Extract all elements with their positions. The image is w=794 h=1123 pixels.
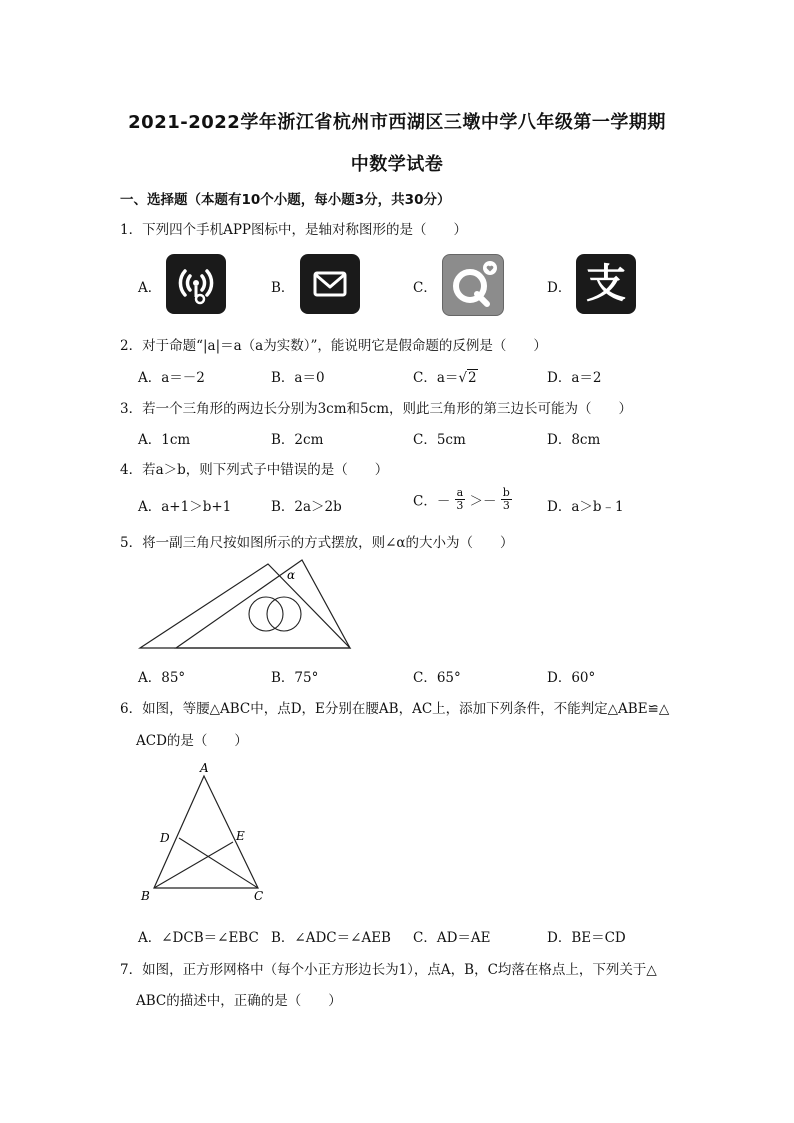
point-d-label: D: [160, 831, 170, 845]
q3-option-b: B．2cm: [271, 432, 324, 448]
alipay-glyph: 支: [586, 261, 626, 307]
q1-option-a-label: A．: [138, 280, 162, 296]
question-7-stem-line2: ABC的描述中，正确的是（ ）: [136, 993, 342, 1009]
question-4-stem: 4．若a＞b，则下列式子中错误的是（ ）: [120, 462, 389, 478]
q3-option-c: C．5cm: [413, 432, 466, 448]
question-6-stem-line1: 6．如图，等腰△ABC中，点D，E分别在腰AB，AC上，添加下列条件，不能判定△ABE≌△: [120, 701, 670, 717]
question-5-stem: 5．将一副三角尺按如图所示的方式摆放，则∠α的大小为（ ）: [120, 535, 514, 551]
q1-option-b-label: B．: [271, 280, 295, 296]
q4-option-c: [413, 487, 512, 512]
q1-option-c-label: C．: [413, 280, 437, 296]
q6-option-d: D．BE＝CD: [547, 930, 626, 946]
exam-title-line1: 2021-2022学年浙江省杭州市西湖区三墩中学八年级第一学期期: [128, 112, 666, 133]
frac-a-denominator: 3: [456, 499, 464, 512]
point-c-label: C: [254, 889, 264, 903]
question-2-stem: 2．对于命题“|a|＝a（a为实数）”，能说明它是假命题的反例是（ ）: [120, 338, 547, 354]
angle-alpha-label: α: [287, 568, 296, 582]
exam-title-line2: 中数学试卷: [350, 154, 444, 175]
q3-option-a: A．1cm: [138, 432, 191, 448]
q2-option-c: [413, 366, 478, 386]
fraction-b-over-3: [501, 487, 512, 512]
section-heading: 一、选择题（本题有10个小题，每小题3分，共30分）: [120, 192, 451, 208]
question-1-stem: 1．下列四个手机APP图标中，是轴对称图形的是（ ）: [120, 222, 468, 238]
q2-option-c-text: C．a＝: [413, 370, 459, 386]
q6-option-b: B．∠ADC＝∠AEB: [271, 930, 391, 946]
mail-icon: [300, 254, 360, 314]
q6-option-a: A．∠DCB＝∠EBC: [138, 930, 259, 946]
q2-option-d: D．a＝2: [547, 370, 602, 386]
q4-option-a: A．a+1＞b+1: [138, 499, 232, 515]
frac-a-numerator: a: [456, 486, 464, 499]
q5-option-d: D．60°: [547, 670, 596, 686]
frac-b-denominator: 3: [502, 499, 510, 512]
q5-option-a: A．85°: [138, 670, 186, 686]
q5-option-c: C．65°: [413, 670, 461, 686]
q1-option-d-label: D．: [547, 280, 572, 296]
alipay-icon: [576, 254, 636, 314]
q4-option-b: B．2a＞2b: [271, 499, 342, 515]
wifi-radar-icon: [166, 254, 226, 314]
q4-option-c-middle: ＞－: [469, 493, 497, 510]
frac-b-numerator: b: [502, 486, 510, 499]
question-7-stem-line1: 7．如图，正方形网格中（每个小正方形边长为1），点A，B，C均落在格点上，下列关于△: [120, 962, 657, 978]
q6-option-c: C．AD＝AE: [413, 930, 491, 946]
ruler-hole-right: [267, 597, 301, 631]
ruler-hole-left: [249, 597, 283, 631]
ruler-triangle-2: [176, 560, 350, 648]
point-e-label: E: [236, 829, 245, 843]
q2-option-b: B．a＝0: [271, 370, 325, 386]
question-6-stem-line2: ACD的是（ ）: [136, 733, 248, 749]
fraction-a-over-3: [455, 487, 466, 512]
q4-option-c-prefix: C．－: [413, 493, 451, 510]
point-a-label: A: [200, 761, 209, 775]
q2-option-a: A．a＝－2: [138, 370, 205, 386]
q4-option-d: D．a＞b﹣1: [547, 499, 624, 515]
sqrt-radicand: 2: [468, 370, 477, 386]
point-b-label: B: [141, 889, 150, 903]
triangle-rulers-figure: [130, 558, 360, 658]
question-3-stem: 3．若一个三角形的两边长分别为3cm和5cm，则此三角形的第三边长可能为（ ）: [120, 401, 632, 417]
q-heart-icon: [442, 254, 504, 316]
sqrt-symbol: √2: [458, 370, 477, 386]
isosceles-triangle-figure: [136, 758, 276, 908]
q5-option-b: B．75°: [271, 670, 319, 686]
q3-option-d: D．8cm: [547, 432, 601, 448]
ruler-triangle-1: [140, 564, 350, 648]
